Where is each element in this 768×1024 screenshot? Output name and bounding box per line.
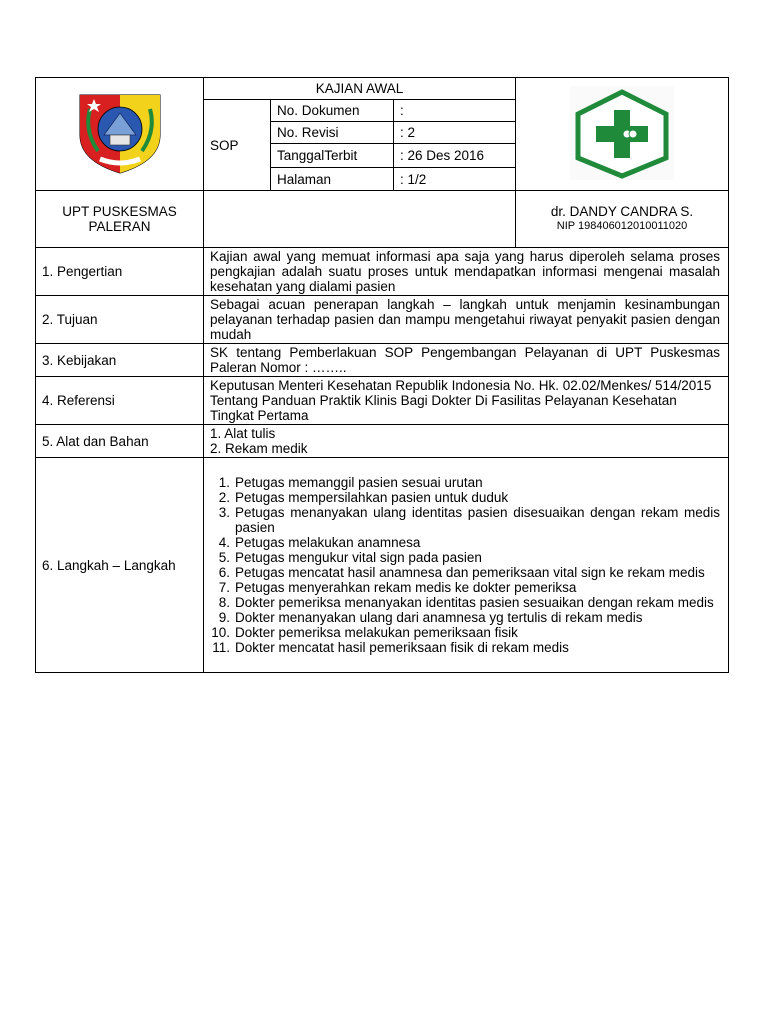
field-label: Halaman — [271, 168, 394, 191]
step-number: 9. — [218, 610, 230, 625]
sop-table — [35, 77, 729, 673]
section-label-alat: 5. Alat dan Bahan — [36, 425, 204, 458]
field-value: : 26 Des 2016 — [394, 144, 516, 168]
step-number: 7. — [218, 580, 230, 595]
list-item — [204, 625, 720, 640]
organization-name — [36, 191, 204, 248]
signer-block — [516, 191, 729, 248]
list-item — [204, 580, 720, 595]
step-number: 5. — [218, 550, 230, 565]
steps-list — [204, 475, 728, 655]
section-text-referensi: Keputusan Menteri Kesehatan Republik Indonesia No. Hk. 02.02/Menkes/ 514/2015 Tentang Panduan Praktik Klinis Bagi Dokter Di Fasilitas Pelayanan Kesehatan Tingkat Pertama — [204, 377, 729, 425]
sop-document — [35, 77, 728, 673]
step-text: Petugas memanggil pasien sesuai urutan — [235, 475, 483, 490]
step-text: Dokter pemeriksa menanyakan identitas pasien sesuaikan dengan rekam medis — [235, 595, 714, 610]
field-label: No. Revisi — [271, 122, 394, 144]
step-number: 1. — [218, 475, 230, 490]
list-item — [204, 595, 720, 610]
step-number: 3. — [218, 505, 230, 520]
section-label-tujuan: 2. Tujuan — [36, 296, 204, 344]
field-value: : 1/2 — [394, 168, 516, 191]
sop-label: SOP — [204, 100, 271, 191]
section-label-referensi: 4. Referensi — [36, 377, 204, 425]
list-item — [204, 550, 720, 565]
step-text: Petugas mengukur vital sign pada pasien — [235, 550, 482, 565]
signer-name: dr. DANDY CANDRA S. — [550, 204, 694, 219]
regency-shield-icon — [74, 91, 166, 175]
section-steps-langkah — [204, 458, 729, 673]
step-number: 4. — [218, 535, 230, 550]
empty-header-cell — [204, 191, 516, 248]
step-text: Dokter menanyakan ulang dari anamnesa yg tertulis di rekam medis — [235, 610, 643, 625]
puskesmas-logo-cell — [516, 78, 729, 191]
step-number: 11. — [212, 640, 230, 655]
organization-line-2: PALERAN — [88, 219, 151, 234]
regency-logo-cell — [36, 78, 204, 191]
section-text-pengertian: Kajian awal yang memuat informasi apa saja yang harus diperoleh selama proses pengkajian adalah suatu proses untuk mendapatkan informasi mengenai masalah kesehatan yang dialami pasien — [204, 248, 729, 296]
list-item — [204, 640, 720, 655]
step-text: Dokter mencatat hasil pemeriksaan fisik di rekam medis — [235, 640, 569, 655]
step-text: Petugas melakukan anamnesa — [235, 535, 421, 550]
section-label-kebijakan: 3. Kebijakan — [36, 344, 204, 377]
section-items-alat — [204, 425, 729, 458]
list-item — [204, 610, 720, 625]
list-item — [204, 490, 720, 505]
document-title: KAJIAN AWAL — [204, 78, 516, 100]
list-item: 1. Alat tulis — [210, 426, 276, 441]
field-label: TanggalTerbit — [271, 144, 394, 168]
step-text: Petugas menyerahkan rekam medis ke dokter pemeriksa — [235, 580, 577, 595]
puskesmas-logo-icon — [570, 86, 674, 180]
section-label-pengertian: 1. Pengertian — [36, 248, 204, 296]
step-text: Petugas mempersilahkan pasien untuk duduk — [235, 490, 509, 505]
field-label: No. Dokumen — [271, 100, 394, 122]
step-number: 2. — [218, 490, 230, 505]
step-text: Dokter pemeriksa melakukan pemeriksaan fisik — [235, 625, 518, 640]
organization-line-1: UPT PUSKESMAS — [62, 204, 177, 219]
section-text-kebijakan: SK tentang Pemberlakuan SOP Pengembangan Pelayanan di UPT Puskesmas Paleran Nomor : …….. — [204, 344, 729, 377]
step-text: Petugas mencatat hasil anamnesa dan pemeriksaan vital sign ke rekam medis — [235, 565, 705, 580]
step-number: 10. — [211, 625, 230, 640]
step-number: 6. — [218, 565, 230, 580]
step-text: Petugas menanyakan ulang identitas pasien disesuaikan dengan rekam medis pasien — [235, 505, 721, 535]
section-label-langkah: 6. Langkah – Langkah — [36, 458, 204, 673]
signer-nip: NIP 198406012010011020 — [556, 220, 688, 232]
list-item: 2. Rekam medik — [210, 441, 308, 456]
section-text-tujuan: Sebagai acuan penerapan langkah – langkah untuk menjamin kesinambungan pelayanan terhadap pasien dan mampu mengetahui riwayat penyakit pasien dengan mudah — [204, 296, 729, 344]
field-value: : 2 — [394, 122, 516, 144]
list-item — [204, 505, 720, 535]
list-item — [204, 535, 720, 550]
list-item — [204, 475, 720, 490]
step-number: 8. — [218, 595, 230, 610]
field-value: : — [394, 100, 516, 122]
list-item — [204, 565, 720, 580]
